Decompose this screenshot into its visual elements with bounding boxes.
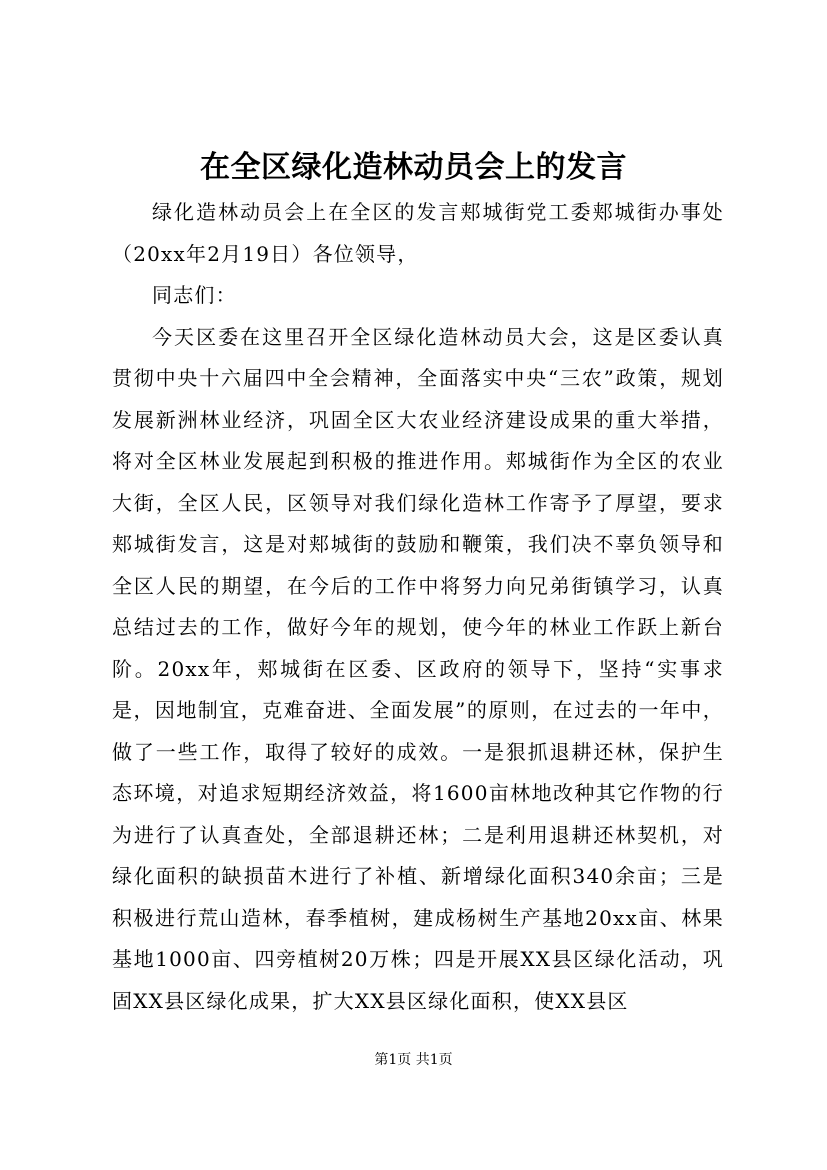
document-title: 在全区绿化造林动员会上的发言: [200, 150, 627, 185]
paragraph-opening: 绿化造林动员会上在全区的发言郏城街党工委郏城街办事处（20xx年2月19日）各位领导，: [112, 200, 724, 266]
paragraph-main: 今天区委在这里召开全区绿化造林动员大会，这是区委认真贯彻中央十六届四中全会精神，全面落实中央“三农”政策，规划发展新洲林业经济，巩固全区大农业经济建设成果的重大举措，将对全区林业发展起到积极的推进作用。郏城街作为全区的农业大街，全区人民，区领导对我们绿化造林工作寄予了厚望，要求郏城街发言，这是对郏城街的鼓励和鞭策，我们决不辜负领导和全区人民的期望，在今后的工作中将努力向兄弟街镇学习，认真总结过去的工作，做好今年的规划，使今年的林业工作跃上新台阶。20xx年，郏城街在区委、区政府的领导下，坚持“实事求是，因地制宜，克难奋进、全面发展”的原则，在过去的一年中，做了一些工作，取得了较好的成效。一是狠抓退耕还林，保护生态环境，对追求短期经济效益，将1600亩林地改种其它作物的行为进行了认真查处，全部退耕还林；二是利用退耕还林契机，对绿化面积的缺损苗木进行了补植、新增绿化面积340余亩；三是积极进行荒山造林，春季植树，建成杨树生产基地20xx亩、林果基地1000亩、四旁植树20万株；四是开展XX县区绿化活动，巩固XX县区绿化成果，扩大XX县区绿化面积，使XX县区: [112, 324, 724, 1013]
paragraph-salutation: 同志们：: [152, 283, 237, 307]
document-body: [112, 192, 724, 1022]
page-footer: 第1页 共1页: [374, 1052, 453, 1068]
